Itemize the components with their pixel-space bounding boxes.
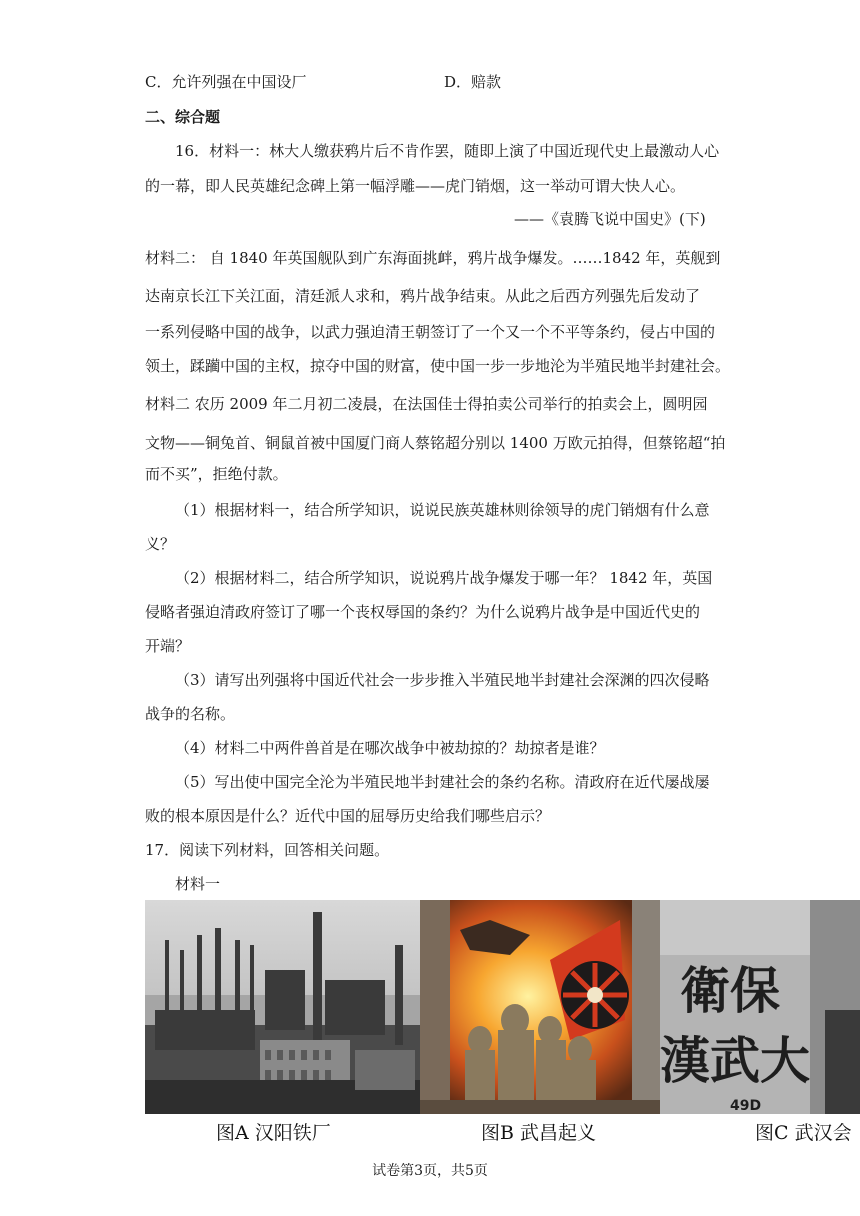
q16-part5-line2: 败的根本原因是什么？近代中国的屈辱历史给我们哪些启示？ — [145, 807, 551, 825]
photo-c-wuhan-meeting — [660, 900, 860, 1114]
q16-material1-line1: 16．材料一：林大人缴获鸦片后不肯作罢，随即上演了中国近现代史上最激动人心 — [175, 142, 720, 160]
q16-part1-line1: （1）根据材料一，结合所学知识，说说民族英雄林则徐领导的虎门销烟有什么意 — [175, 501, 710, 519]
photo-c-plate: 49D — [730, 1098, 762, 1114]
option-d: D．赔款 — [444, 73, 502, 91]
q16-material3-line2: 文物——铜兔首、铜鼠首被中国厦门商人蔡铭超分别以 1400 万欧元拍得，但蔡铭超“拍 — [145, 434, 726, 452]
caption-b: 图B 武昌起义 — [481, 1122, 597, 1144]
q17-photo-strip — [145, 900, 860, 1114]
q16-material2-line1: 材料二： 自 1840 年英国舰队到广东海面挑衅，鸦片战争爆发。……1842 年，英舰到 — [145, 249, 721, 267]
q16-material2-line3: 一系列侵略中国的战争，以武力强迫清王朝签订了一个又一个不平等条约，侵占中国的 — [145, 323, 716, 341]
q16-material3-line1: 材料二 农历 2009 年二月初二凌晨，在法国佳士得拍卖公司举行的拍卖会上，圆明园 — [145, 395, 708, 413]
photo-b-wuchang-uprising — [420, 900, 660, 1114]
q16-part3-line2: 战争的名称。 — [145, 705, 236, 723]
photo-a-hanyang-ironworks — [145, 900, 420, 1114]
page-footer: 试卷第3页，共5页 — [372, 1163, 488, 1179]
photo-c-text-row1: 衛保 — [680, 961, 780, 1020]
q17-material1-label: 材料一 — [175, 875, 221, 893]
q16-part5-line1: （5）写出使中国完全沦为半殖民地半封建社会的条约名称。清政府在近代屡战屡 — [175, 773, 710, 791]
q16-material2-line4: 领土，蹂躏中国的主权，掠夺中国的财富，使中国一步一步地沦为半殖民地半封建社会。 — [145, 357, 731, 375]
q17-stem: 17．阅读下列材料，回答相关问题。 — [145, 841, 390, 859]
q16-part2-line3: 开端？ — [145, 637, 191, 655]
q16-part3-line1: （3）请写出列强将中国近代社会一步步推入半殖民地半封建社会深渊的四次侵略 — [175, 671, 710, 689]
q16-part4-line1: （4）材料二中两件兽首是在哪次战争中被劫掠的？劫掠者是谁？ — [175, 739, 605, 757]
q16-material3-line3: 而不买”，拒绝付款。 — [145, 465, 288, 483]
q16-part1-line2: 义？ — [145, 535, 176, 553]
q16-material1-line2: 的一幕，即人民英雄纪念碑上第一幅浮雕——虎门销烟，这一举动可谓大快人心。 — [145, 177, 686, 195]
section-title: 二、综合题 — [145, 108, 221, 126]
caption-a: 图A 汉阳铁厂 — [216, 1122, 331, 1144]
q16-material2-line2: 达南京长江下关江面，清廷派人求和，鸦片战争结束。从此之后西方列强先后发动了 — [145, 287, 701, 305]
q16-part2-line1: （2）根据材料二，结合所学知识，说说鸦片战争爆发于哪一年？ 1842 年，英国 — [175, 569, 713, 587]
option-c: C．允许列强在中国设厂 — [145, 73, 307, 91]
caption-c: 图C 武汉会 — [755, 1122, 852, 1144]
q16-material1-source: ——《袁腾飞说中国史》(下) — [514, 210, 706, 228]
photo-c-text-row2: 漢武大 — [660, 1031, 810, 1090]
q16-part2-line2: 侵略者强迫清政府签订了哪一个丧权辱国的条约？为什么说鸦片战争是中国近代史的 — [145, 603, 701, 621]
